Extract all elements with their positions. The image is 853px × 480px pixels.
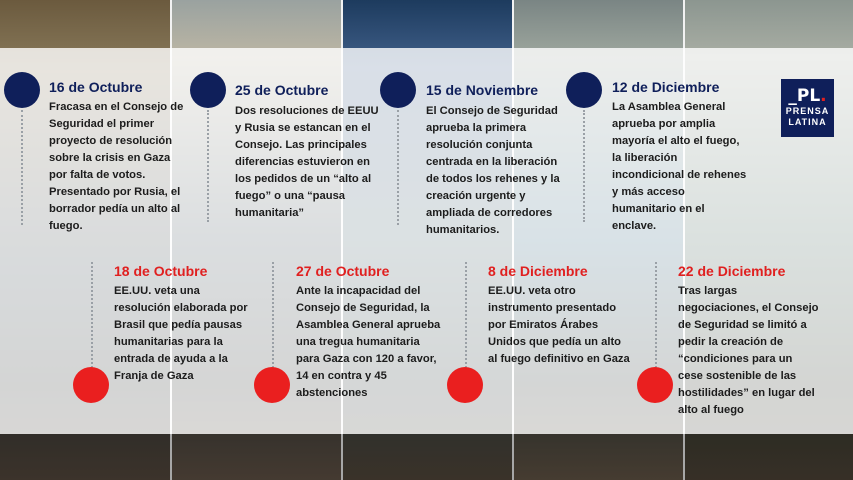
event-description: Dos resoluciones de EEUU y Rusia se estancan en el Consejo. Las principales diferencias estuvieron en los pedidos de un “alto al fuego” o una “pausa humanitaria”	[235, 105, 379, 219]
event-date: 12 de Diciembre	[612, 79, 720, 95]
timeline-dot-red	[73, 367, 109, 403]
timeline-dot-navy	[190, 72, 226, 108]
event-description: Ante la incapacidad del Consejo de Seguridad, la Asamblea General aprueba una tregua humanitaria para Gaza con 120 a favor, 14 en contra y 45 abstenciones	[296, 285, 441, 399]
logo-text-line2: LATINA	[788, 117, 827, 127]
event-date: 8 de Diciembre	[488, 263, 588, 279]
event-description: Tras largas negociaciones, el Consejo de Seguridad se limitó a pedir la creación de “condiciones para un cese sostenible de las hostilidades” en lugar del alto al fuego	[678, 285, 819, 416]
timeline-dot-red	[637, 367, 673, 403]
timeline-dot-red	[254, 367, 290, 403]
event-description: El Consejo de Seguridad aprueba la primera resolución conjunta centrada en la liberación de todos los rehenes y la creación urgente y ampliada de corredores humanitarios.	[426, 105, 560, 236]
timeline-dot-navy	[4, 72, 40, 108]
timeline-connector	[21, 110, 23, 225]
timeline-connector	[207, 110, 209, 222]
logo-text-line1: PRENSA	[785, 106, 830, 116]
event-date: 22 de Diciembre	[678, 263, 786, 279]
event-description: La Asamblea General aprueba por amplia mayoría el alto el fuego, la liberación incondicional de rehenes y más acceso humanitario en el enclave.	[612, 101, 747, 232]
event-description: EE.UU. veta una resolución elaborada por Brasil que pedía pausas humanitarias para la entrada de ayuda a la Franja de Gaza	[114, 285, 248, 382]
timeline-connector	[583, 110, 585, 222]
event-date: 27 de Octubre	[296, 263, 390, 279]
event-description: EE.UU. veta otro instrumento presentado por Emiratos Árabes Unidos que pedía un alto al fuego definitivo en Gaza	[488, 285, 630, 365]
timeline-connector	[397, 110, 399, 225]
event-description: Fracasa en el Consejo de Seguridad el primer proyecto de resolución sobre la crisis en Gaza por falta de votos. Presentado por Rusia, el borrador pedía un alto al fuego.	[49, 101, 184, 232]
timeline-connector	[465, 262, 467, 368]
event-date: 25 de Octubre	[235, 82, 329, 98]
timeline-connector	[655, 262, 657, 368]
timeline-dot-navy	[566, 72, 602, 108]
timeline-dot-navy	[380, 72, 416, 108]
timeline-connector	[272, 262, 274, 368]
bottom-photo-band	[0, 434, 853, 480]
event-date: 16 de Octubre	[49, 79, 143, 95]
logo-mark: _PL.	[788, 86, 827, 106]
event-date: 18 de Octubre	[114, 263, 208, 279]
prensa-latina-logo	[781, 79, 834, 137]
event-date: 15 de Noviembre	[426, 82, 539, 98]
timeline-connector	[91, 262, 93, 368]
timeline-dot-red	[447, 367, 483, 403]
